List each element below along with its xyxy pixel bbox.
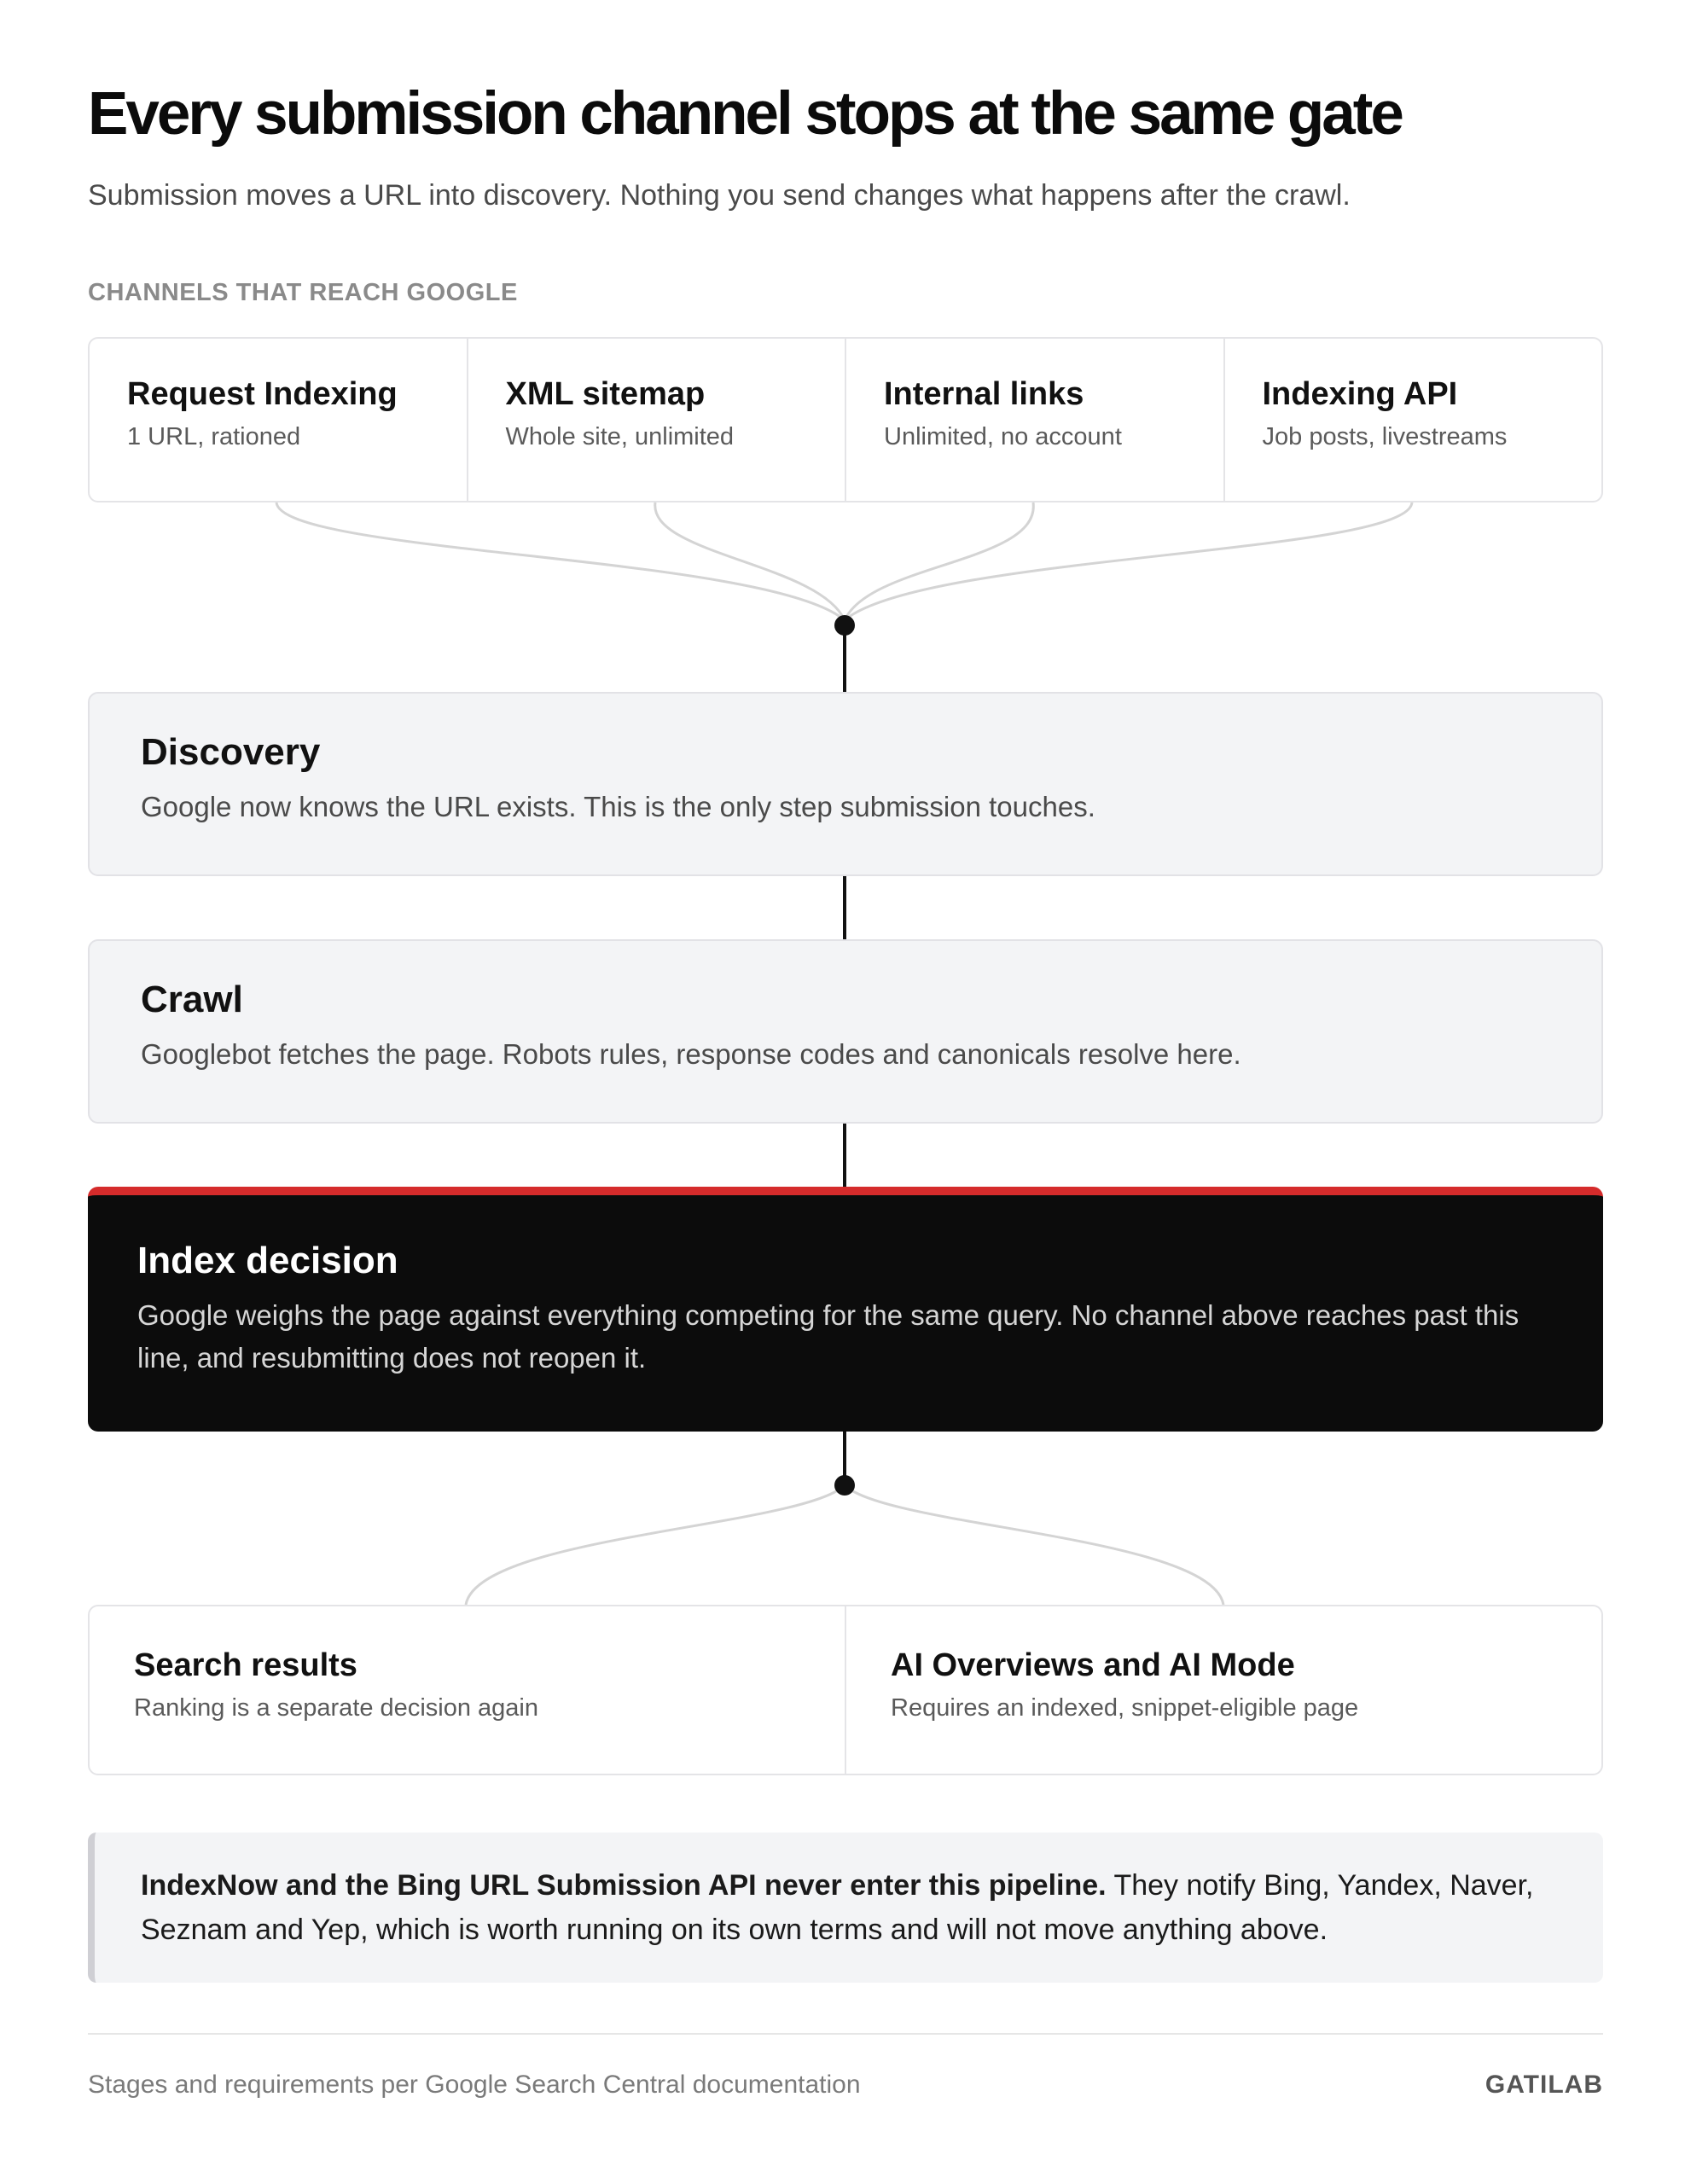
note-text: They notify Bing, Yandex, Naver, Seznam and Yep, which is worth running on its own terms and will not move anything above.	[141, 1869, 1534, 1946]
channel-card-internal-links	[846, 339, 1225, 501]
channels-section-label: CHANNELS THAT REACH GOOGLE	[88, 279, 518, 306]
page-title: Every submission channel stops at the same gate	[88, 80, 1402, 148]
connector-search-results	[466, 1485, 845, 1605]
note-bold-text: IndexNow and the Bing URL Submission API never enter this pipeline.	[141, 1869, 1107, 1902]
channel-title: Internal links	[884, 376, 1084, 412]
stage-index-decision	[88, 1187, 1603, 1432]
output-card-ai-overviews	[846, 1606, 1601, 1774]
stage-title: Discovery	[141, 731, 321, 773]
output-subtitle: Ranking is a separate decision again	[134, 1694, 538, 1722]
footer-divider	[88, 2033, 1603, 2035]
channel-title: XML sitemap	[505, 376, 706, 412]
footer-source: Stages and requirements per Google Search Central documentation	[88, 2071, 861, 2099]
channel-subtitle: Whole site, unlimited	[505, 423, 735, 450]
channel-cards	[88, 337, 1603, 502]
connector-ai-overviews	[845, 1485, 1223, 1605]
page-subtitle: Submission moves a URL into discovery. Nothing you send changes what happens after the crawl.	[88, 179, 1351, 212]
stage-description: Google now knows the URL exists. This is the only step submission touches.	[141, 791, 1095, 822]
channel-title: Indexing API	[1262, 376, 1458, 412]
output-card-search-results	[90, 1606, 846, 1774]
output-subtitle: Requires an indexed, snippet-eligible page	[891, 1694, 1359, 1722]
connector-xml-sitemap	[655, 502, 845, 620]
stage-crawl	[88, 939, 1603, 1124]
channel-subtitle: Unlimited, no account	[884, 423, 1122, 450]
stage-description: Googlebot fetches the page. Robots rules, response codes and canonicals resolve here.	[141, 1038, 1241, 1070]
output-title: AI Overviews and AI Mode	[891, 1647, 1295, 1683]
merge-node	[834, 615, 855, 636]
stage-title: Crawl	[141, 979, 243, 1020]
connector-request-indexing	[276, 502, 845, 620]
channel-card-request-indexing	[90, 339, 468, 501]
connector-internal-links	[845, 502, 1033, 620]
channel-card-indexing-api	[1225, 339, 1602, 501]
channel-subtitle: Job posts, livestreams	[1262, 423, 1508, 450]
indexnow-note	[88, 1833, 1603, 1983]
connector-indexing-api	[845, 502, 1412, 620]
output-cards	[88, 1605, 1603, 1775]
channel-card-xml-sitemap	[468, 339, 847, 501]
stage-discovery	[88, 692, 1603, 876]
channel-title: Request Indexing	[127, 376, 398, 412]
split-node	[834, 1475, 855, 1496]
stage-title: Index decision	[137, 1240, 398, 1281]
footer-brand: GATILAB	[1485, 2071, 1603, 2099]
output-title: Search results	[134, 1647, 357, 1683]
channel-subtitle: 1 URL, rationed	[127, 423, 301, 450]
stage-description: Google weighs the page against everything competing for the same query. No channel above reaches past this line, and resubmitting does not reopen it.	[137, 1299, 1519, 1374]
